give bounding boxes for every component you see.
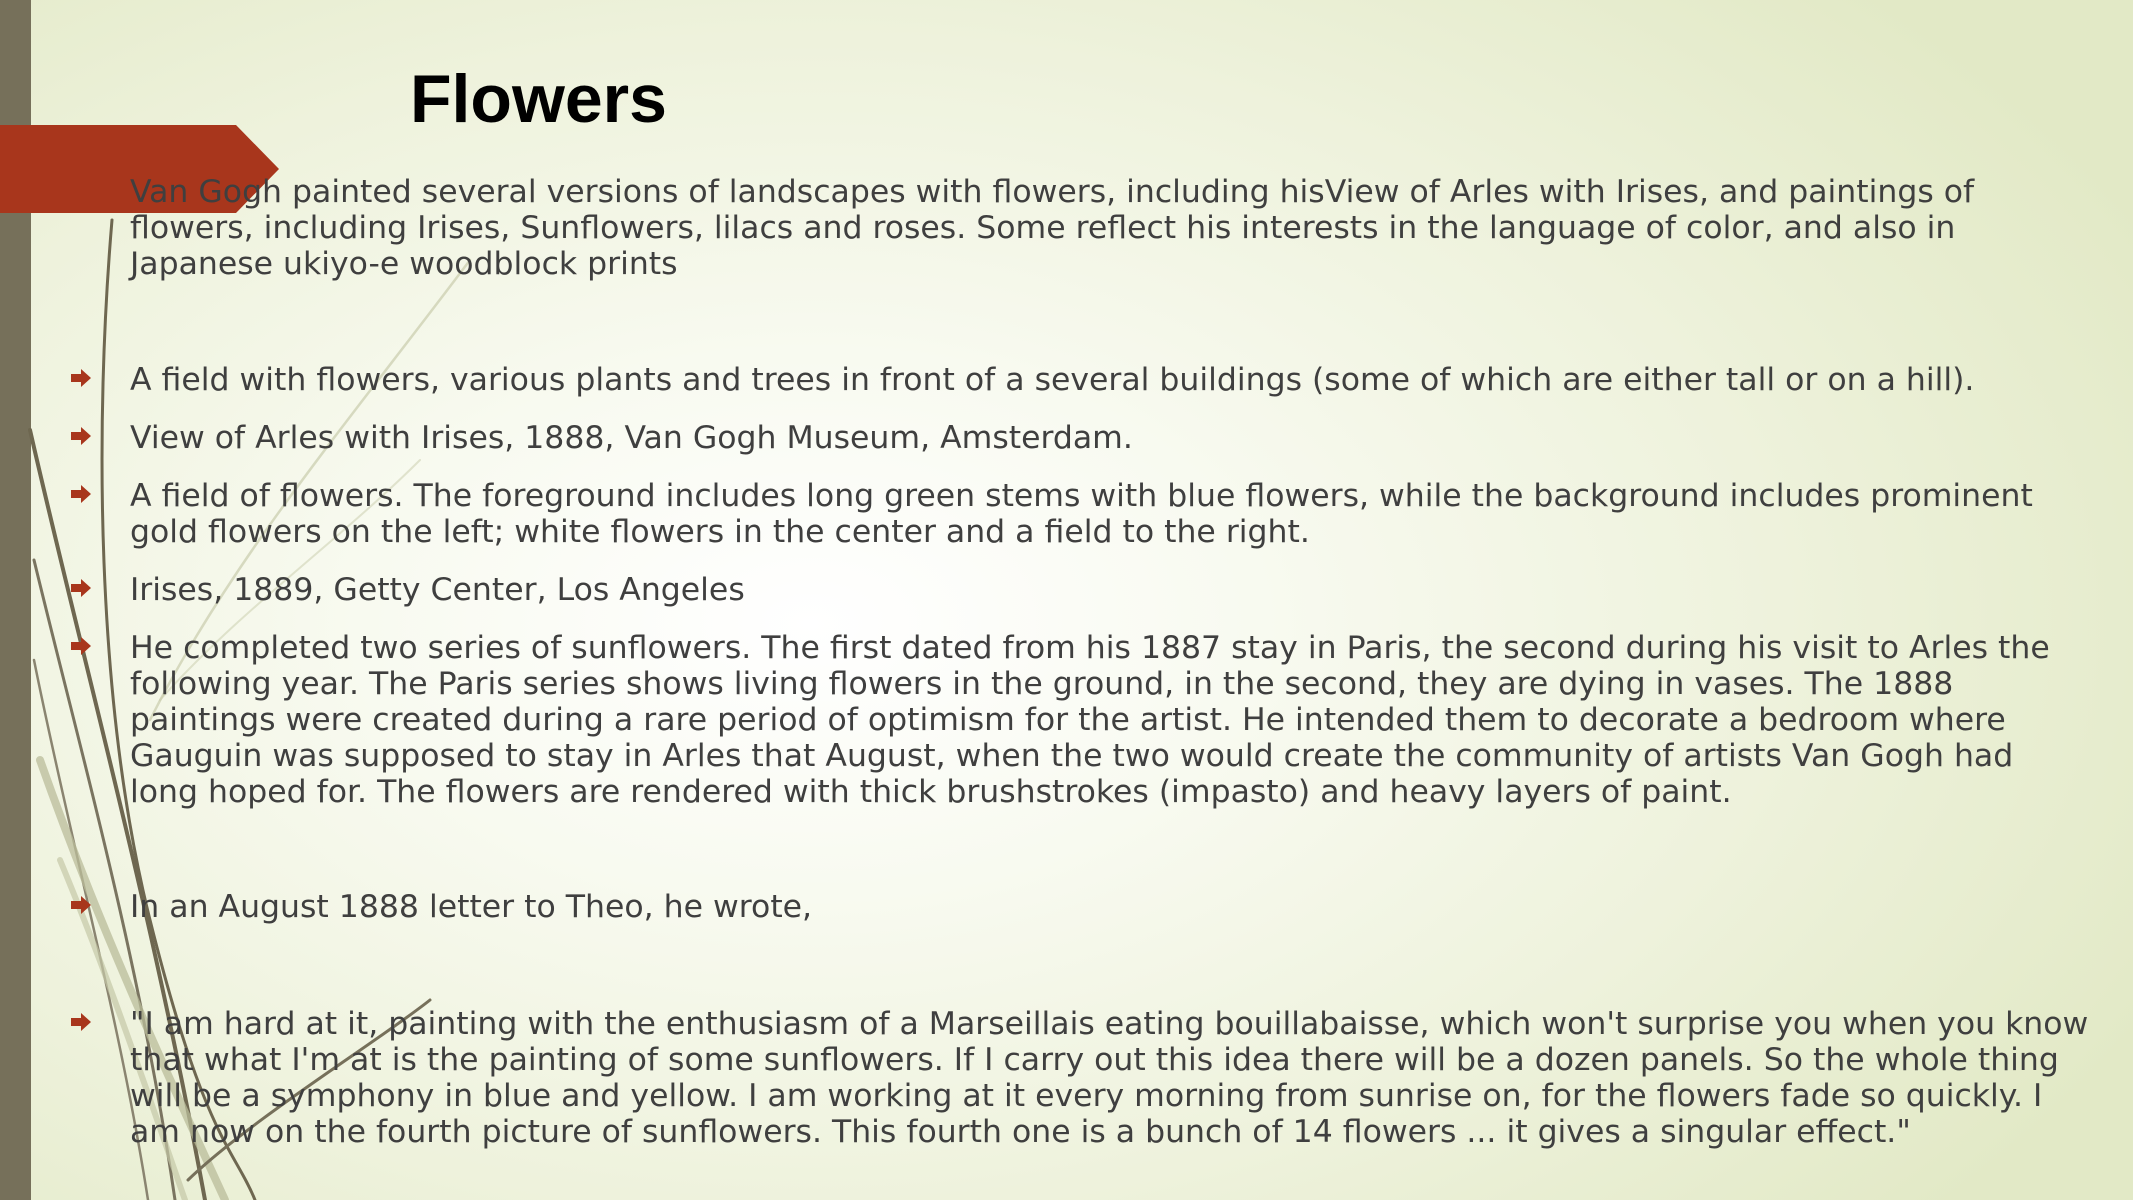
list-item-text: View of Arles with Irises, 1888, Van Gogh Museum, Amsterdam.: [130, 420, 1133, 456]
list-item: [130, 478, 2090, 550]
arrow-bullet-icon: [70, 578, 92, 598]
list-item: [130, 572, 2090, 608]
list-item: [130, 630, 2090, 810]
arrow-bullet-icon: [70, 1012, 92, 1032]
list-item-text: In an August 1888 letter to Theo, he wrote,: [130, 889, 813, 925]
list-item-text: He completed two series of sunflowers. The first dated from his 1887 stay in Paris, the second during his visit to Arles the following year. The Paris series shows living flowers in the ground, in the second, they are dying in vases. The 1888 paintings were created during a rare period of optimism for the artist. He intended them to decorate a bedroom where Gauguin was supposed to stay in Arles that August, when the two would create the community of artists Van Gogh had long hoped for. The flowers are rendered with thick brushstrokes (impasto) and heavy layers of paint.: [130, 630, 2050, 810]
intro-paragraph: Van Gogh painted several versions of landscapes with flowers, including hisView of Arles with Irises, and paintings of flowers, including Irises, Sunflowers, lilacs and roses. Some reflect his interests in the language of color, and also in Japanese ukiyo-e woodblock prints: [130, 174, 1975, 282]
arrow-bullet-icon: [70, 484, 92, 504]
list-item-text: "I am hard at it, painting with the enthusiasm of a Marseillais eating bouillabaisse, which won't surprise you when you know that what I'm at is the painting of some sunflowers. If I carry out this idea there will be a dozen panels. So the whole thing will be a symphony in blue and yellow. I am working at it every morning from sunrise on, for the flowers fade so quickly. I am now on the fourth picture of sunflowers. This fourth one is a bunch of 14 flowers ... it gives a singular effect.": [130, 1006, 2089, 1150]
list-item: [130, 1006, 2090, 1150]
arrow-bullet-icon: [70, 368, 92, 388]
list-item-text: A field of flowers. The foreground includes long green stems with blue flowers, while the background includes prominent gold flowers on the left; white flowers in the center and a field to the right.: [130, 478, 2033, 550]
list-item-text: Irises, 1889, Getty Center, Los Angeles: [130, 572, 745, 608]
page-title: Flowers: [410, 61, 667, 137]
arrow-bullet-icon: [70, 426, 92, 446]
list-item: [130, 420, 2090, 456]
arrow-bullet-icon: [70, 636, 92, 656]
list-item: [130, 362, 2090, 398]
arrow-bullet-icon: [70, 895, 92, 915]
list-item: [130, 889, 2090, 925]
list-item-text: A field with flowers, various plants and trees in front of a several buildings (some of which are either tall or on a hill).: [130, 362, 1975, 398]
